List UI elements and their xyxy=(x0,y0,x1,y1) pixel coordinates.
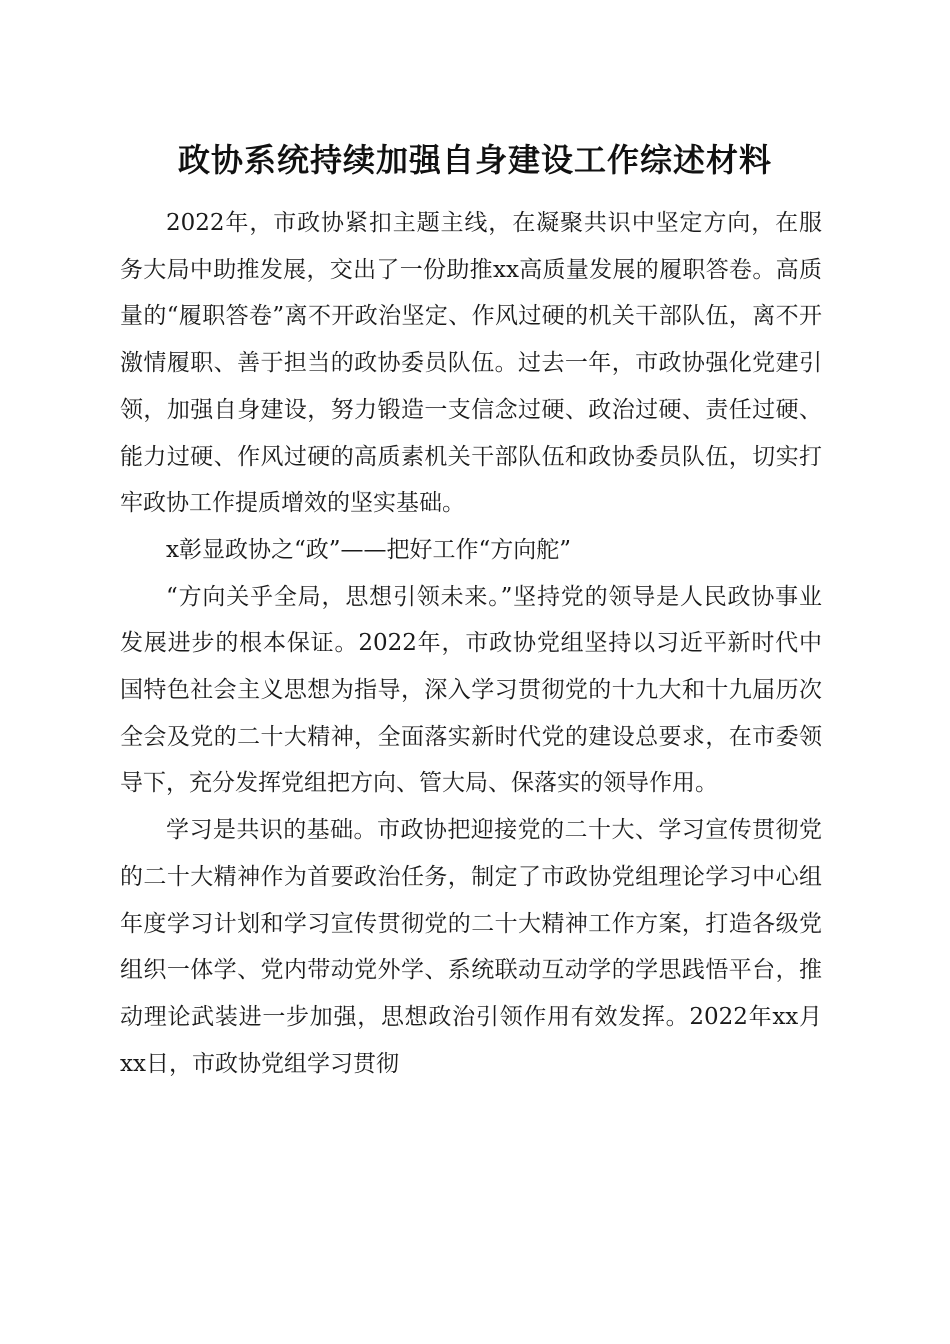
document-body xyxy=(120,200,822,1087)
paragraph-intro: 2022年，市政协紧扣主题主线，在凝聚共识中坚定方向，在服务大局中助推发展，交出了一份助推xx高质量发展的履职答卷。高质量的“履职答卷”离不开政治坚定、作风过硬的机关干部队伍，离不开激情履职、善于担当的政协委员队伍。过去一年，市政协强化党建引领，加强自身建设，努力锻造一支信念过硬、政治过硬、责任过硬、能力过硬、作风过硬的高质素机关干部队伍和政协委员队伍，切实打牢政协工作提质增效的坚实基础。 xyxy=(120,210,822,517)
paragraph-study: 学习是共识的基础。市政协把迎接党的二十大、学习宣传贯彻党的二十大精神作为首要政治任务，制定了市政协党组理论学习中心组年度学习计划和学习宣传贯彻党的二十大精神工作方案，打造各级党组织一体学、党内带动党外学、系统联动互动学的学思践悟平台，推动理论武装进一步加强，思想政治引领作用有效发挥。2022年xx月xx日，市政协党组学习贯彻 xyxy=(120,817,822,1077)
paragraph-direction: “方向关乎全局，思想引领未来。”坚持党的领导是人民政协事业发展进步的根本保证。2022年，市政协党组坚持以习近平新时代中国特色社会主义思想为指导，深入学习贯彻党的十九大和十九届历次全会及党的二十大精神，全面落实新时代党的建设总要求，在市委领导下，充分发挥党组把方向、管大局、保落实的领导作用。 xyxy=(120,583,822,797)
document-title: 政协系统持续加强自身建设工作综述材料 xyxy=(177,141,772,179)
section-heading: x彰显政协之“政”——把好工作“方向舵” xyxy=(166,536,572,563)
